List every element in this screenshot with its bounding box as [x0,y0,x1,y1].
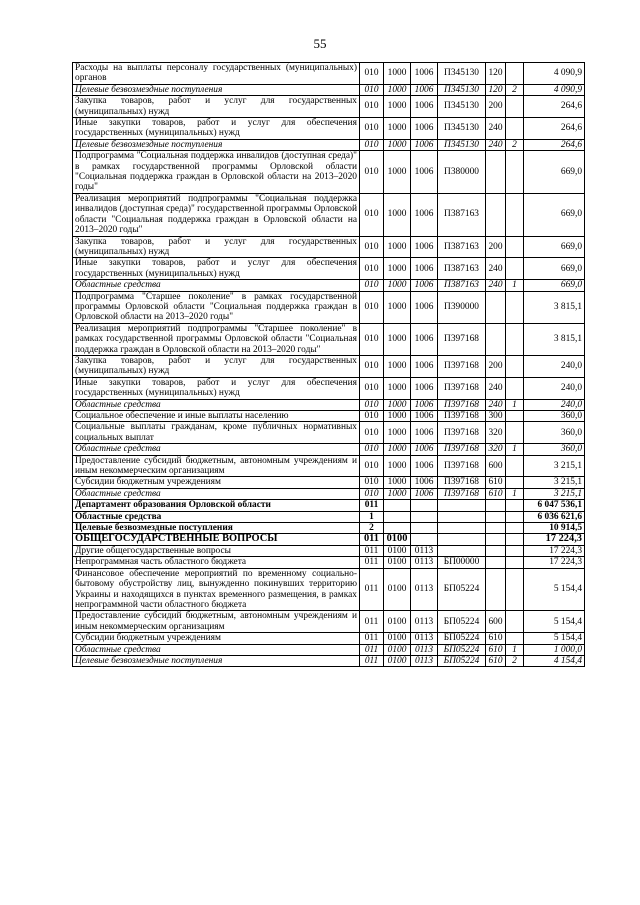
table-row [73,291,585,323]
row-name-cell: Областные средства [73,488,360,499]
amount-cell: 669,0 [524,258,585,280]
subsection-code-cell: 1006 [411,477,438,488]
subsection-code-cell [411,534,438,545]
funding-source-cell [506,500,524,511]
table-row [73,500,585,511]
expense-type-cell: 200 [486,355,506,377]
section-code-cell: 1000 [384,236,411,258]
target-article-cell: П380000 [438,151,486,194]
row-name-cell: Целевые безвозмездные поступления [73,84,360,95]
amount-cell: 669,0 [524,151,585,194]
section-code-cell: 1000 [384,96,411,118]
ministry-code-cell: 011 [360,545,384,556]
section-code-cell: 1000 [384,377,411,399]
section-code-cell: 0100 [384,633,411,644]
row-name-cell: Субсидии бюджетным учреждениям [73,633,360,644]
ministry-code-cell: 011 [360,655,384,666]
target-article-cell: П345130 [438,139,486,150]
table-row [73,139,585,150]
amount-cell: 4 090,9 [524,84,585,95]
target-article-cell: П397168 [438,399,486,410]
expense-type-cell: 240 [486,280,506,291]
amount-cell: 360,0 [524,444,585,455]
ministry-code-cell: 010 [360,139,384,150]
subsection-code-cell: 1006 [411,323,438,355]
amount-cell: 3 215,1 [524,477,585,488]
ministry-code-cell: 010 [360,63,384,85]
amount-cell: 264,6 [524,96,585,118]
funding-source-cell [506,411,524,422]
section-code-cell: 1000 [384,477,411,488]
table-row [73,118,585,140]
amount-cell: 3 215,1 [524,455,585,477]
table-row [73,355,585,377]
amount-cell: 360,0 [524,411,585,422]
funding-source-cell [506,477,524,488]
expense-type-cell: 600 [486,611,506,633]
expense-type-cell: 600 [486,455,506,477]
amount-cell: 669,0 [524,236,585,258]
table-row [73,545,585,556]
amount-cell: 17 224,3 [524,534,585,545]
row-name-cell: Департамент образования Орловской области [73,500,360,511]
target-article-cell [438,500,486,511]
table-row [73,611,585,633]
subsection-code-cell: 1006 [411,422,438,444]
row-name-cell: Целевые безвозмездные поступления [73,523,360,534]
target-article-cell: БП05224 [438,633,486,644]
subsection-code-cell [411,500,438,511]
table-row [73,193,585,236]
expense-type-cell: 320 [486,422,506,444]
table-row [73,411,585,422]
subsection-code-cell: 1006 [411,280,438,291]
funding-source-cell: 1 [506,644,524,655]
target-article-cell: БП05224 [438,568,486,611]
table-row [73,534,585,545]
row-name-cell: Реализация мероприятий подпрограммы "Социальная поддержка инвалидов (доступная среда)" государственной программы Орловской области "Социальная поддержка граждан в Орловской области на 2013–2020 годы" [73,193,360,236]
table-row [73,477,585,488]
ministry-code-cell: 011 [360,568,384,611]
funding-source-cell [506,511,524,522]
funding-source-cell [506,236,524,258]
expense-type-cell: 240 [486,377,506,399]
funding-source-cell [506,258,524,280]
ministry-code-cell: 010 [360,488,384,499]
target-article-cell: П345130 [438,84,486,95]
subsection-code-cell: 1006 [411,455,438,477]
table-row [73,655,585,666]
amount-cell: 3 815,1 [524,291,585,323]
funding-source-cell [506,568,524,611]
target-article-cell: П397168 [438,455,486,477]
ministry-code-cell: 010 [360,444,384,455]
ministry-code-cell: 011 [360,633,384,644]
row-name-cell: Областные средства [73,280,360,291]
row-name-cell: Областные средства [73,644,360,655]
amount-cell: 3 815,1 [524,323,585,355]
amount-cell: 17 224,3 [524,545,585,556]
target-article-cell [438,545,486,556]
expense-type-cell: 320 [486,444,506,455]
amount-cell: 4 154,4 [524,655,585,666]
section-code-cell: 0100 [384,534,411,545]
funding-source-cell [506,455,524,477]
funding-source-cell [506,545,524,556]
section-code-cell: 1000 [384,84,411,95]
target-article-cell [438,511,486,522]
expense-type-cell: 610 [486,477,506,488]
expense-type-cell [486,511,506,522]
subsection-code-cell: 1006 [411,411,438,422]
table-row [73,633,585,644]
ministry-code-cell: 010 [360,84,384,95]
ministry-code-cell: 010 [360,377,384,399]
ministry-code-cell: 2 [360,523,384,534]
target-article-cell [438,523,486,534]
ministry-code-cell: 010 [360,96,384,118]
table-row [73,96,585,118]
row-name-cell: Целевые безвозмездные поступления [73,655,360,666]
amount-cell: 669,0 [524,193,585,236]
row-name-cell: Непрограммная часть областного бюджета [73,557,360,568]
amount-cell: 1 000,0 [524,644,585,655]
funding-source-cell [506,193,524,236]
ministry-code-cell: 010 [360,236,384,258]
funding-source-cell [506,355,524,377]
ministry-code-cell: 010 [360,280,384,291]
subsection-code-cell: 0113 [411,557,438,568]
row-name-cell: Целевые безвозмездные поступления [73,139,360,150]
subsection-code-cell: 0113 [411,655,438,666]
target-article-cell: П397168 [438,488,486,499]
expense-type-cell: 610 [486,633,506,644]
ministry-code-cell: 010 [360,193,384,236]
table-row [73,568,585,611]
expense-type-cell [486,323,506,355]
section-code-cell: 1000 [384,139,411,150]
row-name-cell: Иные закупки товаров, работ и услуг для обеспечения государственных (муниципальных) нужд [73,118,360,140]
row-name-cell: Расходы на выплаты персоналу государственных (муниципальных) органов [73,63,360,85]
section-code-cell: 0100 [384,611,411,633]
subsection-code-cell: 0113 [411,568,438,611]
funding-source-cell [506,523,524,534]
table-row [73,511,585,522]
expense-type-cell: 610 [486,655,506,666]
amount-cell: 5 154,4 [524,568,585,611]
funding-source-cell [506,633,524,644]
target-article-cell: П387163 [438,193,486,236]
expense-type-cell: 240 [486,399,506,410]
subsection-code-cell [411,511,438,522]
row-name-cell: Социальное обеспечение и иные выплаты населению [73,411,360,422]
target-article-cell: П397168 [438,411,486,422]
subsection-code-cell: 1006 [411,444,438,455]
expense-type-cell [486,151,506,194]
expense-type-cell [486,291,506,323]
subsection-code-cell: 1006 [411,399,438,410]
row-name-cell: Реализация мероприятий подпрограммы "Старшее поколение" в рамках государственной программы Орловской области "Социальная поддержка граждан в Орловской области на 2013–2020 годы" [73,323,360,355]
ministry-code-cell: 010 [360,422,384,444]
amount-cell: 240,0 [524,355,585,377]
section-code-cell: 1000 [384,444,411,455]
amount-cell: 6 036 621,6 [524,511,585,522]
row-name-cell: Областные средства [73,511,360,522]
target-article-cell: П345130 [438,118,486,140]
target-article-cell: П397168 [438,477,486,488]
target-article-cell: БП05224 [438,611,486,633]
amount-cell: 669,0 [524,280,585,291]
subsection-code-cell: 1006 [411,96,438,118]
table-row [73,523,585,534]
amount-cell: 6 047 536,1 [524,500,585,511]
section-code-cell: 1000 [384,411,411,422]
section-code-cell: 0100 [384,644,411,655]
section-code-cell: 1000 [384,280,411,291]
table-row [73,488,585,499]
subsection-code-cell: 0113 [411,611,438,633]
row-name-cell: ОБЩЕГОСУДАРСТВЕННЫЕ ВОПРОСЫ [73,534,360,545]
expense-type-cell [486,568,506,611]
ministry-code-cell: 010 [360,151,384,194]
target-article-cell: П387163 [438,236,486,258]
funding-source-cell: 1 [506,280,524,291]
target-article-cell [438,534,486,545]
subsection-code-cell: 1006 [411,84,438,95]
ministry-code-cell: 010 [360,291,384,323]
funding-source-cell [506,611,524,633]
section-code-cell: 0100 [384,655,411,666]
expense-type-cell: 610 [486,644,506,655]
row-name-cell: Подпрограмма "Старшее поколение" в рамках государственной программы Орловской области "Социальная поддержка граждан в Орловской области на 2013–2020 годы" [73,291,360,323]
row-name-cell: Субсидии бюджетным учреждениям [73,477,360,488]
target-article-cell: П345130 [438,63,486,85]
amount-cell: 360,0 [524,422,585,444]
funding-source-cell [506,377,524,399]
expense-type-cell: 240 [486,118,506,140]
expense-type-cell: 240 [486,258,506,280]
table-row [73,280,585,291]
ministry-code-cell: 011 [360,611,384,633]
expense-type-cell [486,557,506,568]
subsection-code-cell: 1006 [411,118,438,140]
table-row [73,236,585,258]
table-row [73,377,585,399]
row-name-cell: Закупка товаров, работ и услуг для государственных (муниципальных) нужд [73,96,360,118]
subsection-code-cell: 1006 [411,355,438,377]
funding-source-cell: 1 [506,399,524,410]
target-article-cell: П397168 [438,323,486,355]
subsection-code-cell: 1006 [411,377,438,399]
expense-type-cell [486,545,506,556]
row-name-cell: Закупка товаров, работ и услуг для государственных (муниципальных) нужд [73,236,360,258]
expense-type-cell: 240 [486,139,506,150]
expense-type-cell: 300 [486,411,506,422]
subsection-code-cell: 0113 [411,545,438,556]
target-article-cell: П397168 [438,377,486,399]
expense-type-cell [486,523,506,534]
funding-source-cell [506,534,524,545]
ministry-code-cell: 010 [360,323,384,355]
subsection-code-cell: 1006 [411,488,438,499]
row-name-cell: Закупка товаров, работ и услуг для государственных (муниципальных) нужд [73,355,360,377]
section-code-cell: 1000 [384,151,411,194]
ministry-code-cell: 010 [360,355,384,377]
subsection-code-cell: 0113 [411,644,438,655]
expense-type-cell: 610 [486,488,506,499]
section-code-cell: 0100 [384,557,411,568]
subsection-code-cell [411,523,438,534]
section-code-cell: 1000 [384,291,411,323]
expense-type-cell: 120 [486,84,506,95]
row-name-cell: Областные средства [73,444,360,455]
subsection-code-cell: 1006 [411,258,438,280]
page-number: 55 [313,36,327,51]
row-name-cell: Предоставление субсидий бюджетным, автономным учреждениям и иным некоммерческим организациям [73,455,360,477]
funding-source-cell [506,557,524,568]
funding-source-cell: 1 [506,444,524,455]
funding-source-cell: 2 [506,139,524,150]
subsection-code-cell: 1006 [411,151,438,194]
row-name-cell: Социальные выплаты гражданам, кроме публичных нормативных социальных выплат [73,422,360,444]
funding-source-cell [506,63,524,85]
subsection-code-cell: 1006 [411,236,438,258]
section-code-cell [384,500,411,511]
row-name-cell: Подпрограмма "Социальная поддержка инвалидов (доступная среда)" в рамках государственной программы Орловской области "Социальная поддержка граждан в Орловской области на 2013–2020 годы" [73,151,360,194]
expense-type-cell [486,193,506,236]
table-row [73,444,585,455]
target-article-cell: П345130 [438,96,486,118]
funding-source-cell: 2 [506,655,524,666]
row-name-cell: Предоставление субсидий бюджетным, автономным учреждениям и иным некоммерческим организациям [73,611,360,633]
section-code-cell: 1000 [384,193,411,236]
expense-type-cell: 120 [486,63,506,85]
amount-cell: 264,6 [524,118,585,140]
section-code-cell: 1000 [384,258,411,280]
ministry-code-cell: 011 [360,500,384,511]
section-code-cell: 1000 [384,399,411,410]
budget-table [72,62,585,667]
section-code-cell: 1000 [384,422,411,444]
row-name-cell: Иные закупки товаров, работ и услуг для обеспечения государственных (муниципальных) нужд [73,377,360,399]
section-code-cell: 0100 [384,568,411,611]
section-code-cell: 0100 [384,545,411,556]
subsection-code-cell: 1006 [411,139,438,150]
section-code-cell: 1000 [384,323,411,355]
section-code-cell [384,523,411,534]
funding-source-cell [506,118,524,140]
target-article-cell: П397168 [438,355,486,377]
subsection-code-cell: 1006 [411,291,438,323]
table-row [73,399,585,410]
subsection-code-cell: 0113 [411,633,438,644]
row-name-cell: Другие общегосударственные вопросы [73,545,360,556]
table-row [73,422,585,444]
table-row [73,63,585,85]
amount-cell: 240,0 [524,399,585,410]
table-row [73,258,585,280]
section-code-cell: 1000 [384,118,411,140]
target-article-cell: БП05224 [438,655,486,666]
expense-type-cell: 200 [486,96,506,118]
funding-source-cell: 1 [506,488,524,499]
target-article-cell: П390000 [438,291,486,323]
ministry-code-cell: 011 [360,644,384,655]
table-row [73,455,585,477]
funding-source-cell: 2 [506,84,524,95]
ministry-code-cell: 011 [360,557,384,568]
amount-cell: 17 224,3 [524,557,585,568]
subsection-code-cell: 1006 [411,193,438,236]
section-code-cell: 1000 [384,63,411,85]
ministry-code-cell: 1 [360,511,384,522]
table-row [73,557,585,568]
subsection-code-cell: 1006 [411,63,438,85]
target-article-cell: БП05224 [438,644,486,655]
amount-cell: 10 914,5 [524,523,585,534]
funding-source-cell [506,323,524,355]
ministry-code-cell: 011 [360,534,384,545]
funding-source-cell [506,291,524,323]
table-row [73,323,585,355]
ministry-code-cell: 010 [360,399,384,410]
ministry-code-cell: 010 [360,258,384,280]
table-body [73,63,585,667]
funding-source-cell [506,96,524,118]
ministry-code-cell: 010 [360,455,384,477]
section-code-cell [384,511,411,522]
section-code-cell: 1000 [384,455,411,477]
table-row [73,84,585,95]
expense-type-cell [486,534,506,545]
table-row [73,151,585,194]
ministry-code-cell: 010 [360,477,384,488]
target-article-cell: П397168 [438,422,486,444]
expense-type-cell [486,500,506,511]
target-article-cell: П387163 [438,280,486,291]
funding-source-cell [506,422,524,444]
funding-source-cell [506,151,524,194]
row-name-cell: Областные средства [73,399,360,410]
ministry-code-cell: 010 [360,411,384,422]
ministry-code-cell: 010 [360,118,384,140]
amount-cell: 4 090,9 [524,63,585,85]
target-article-cell: П397168 [438,444,486,455]
amount-cell: 5 154,4 [524,611,585,633]
section-code-cell: 1000 [384,355,411,377]
amount-cell: 5 154,4 [524,633,585,644]
amount-cell: 3 215,1 [524,488,585,499]
amount-cell: 264,6 [524,139,585,150]
target-article-cell: П387163 [438,258,486,280]
amount-cell: 240,0 [524,377,585,399]
target-article-cell: БП00000 [438,557,486,568]
row-name-cell: Иные закупки товаров, работ и услуг для обеспечения государственных (муниципальных) нужд [73,258,360,280]
row-name-cell: Финансовое обеспечение мероприятий по временному социально-бытовому обустройству лиц, вынужденно покинувших территорию Украины и находящихся в пунктах временного размещения, в рамках непрограммной части областного бюджета [73,568,360,611]
table-row [73,644,585,655]
section-code-cell: 1000 [384,488,411,499]
expense-type-cell: 200 [486,236,506,258]
